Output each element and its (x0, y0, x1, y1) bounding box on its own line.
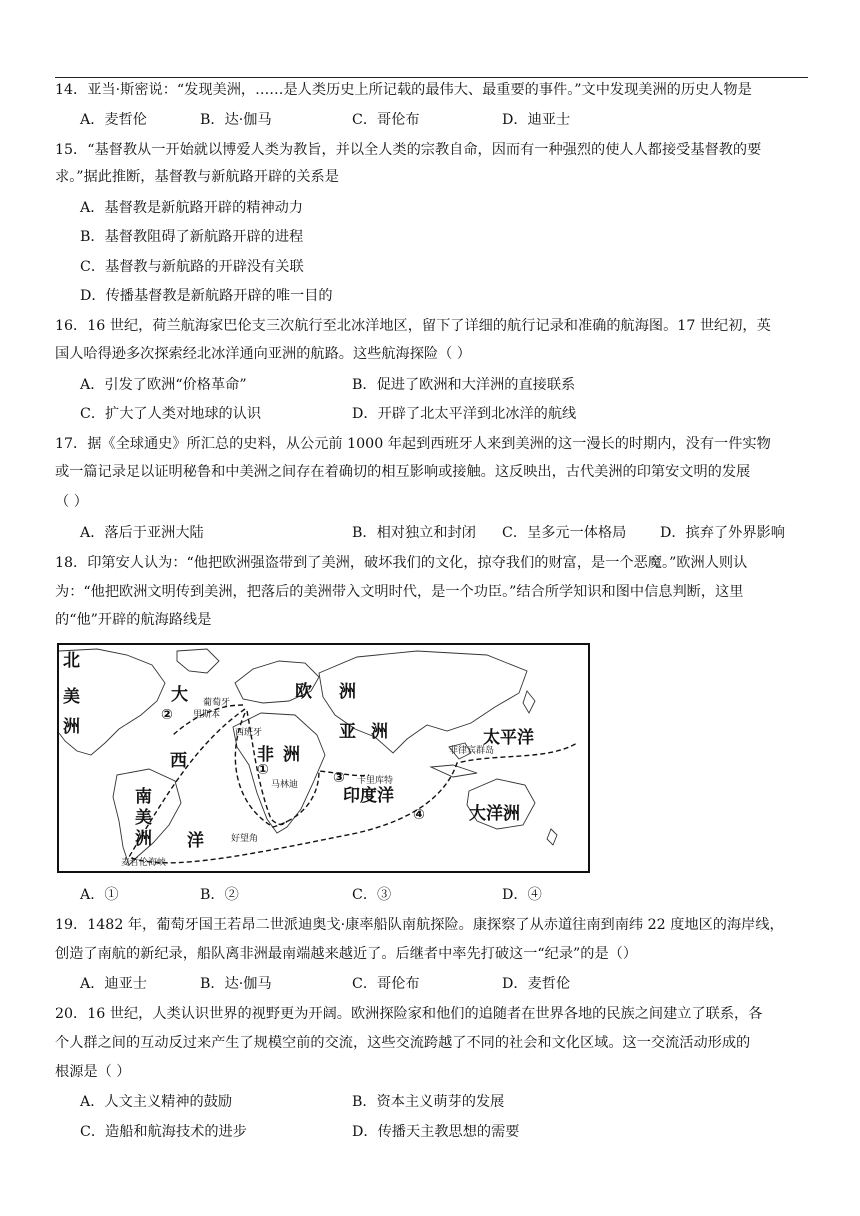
q18-stem-line2: 为：“他把欧洲文明传到美洲，把落后的美洲带入文明时代，是一个功臣。”结合所学知识和图中信息判断，这里 (55, 584, 744, 600)
label-xi: 西 (170, 751, 187, 771)
label-yang: 洋 (187, 831, 204, 851)
q15-option-d: D．传播基督教是新航路开辟的唯一目的 (80, 288, 333, 304)
q20-option-c: C．造船和航海技术的进步 (80, 1124, 247, 1140)
q17-stem-line3: （ ） (55, 494, 88, 510)
q20-option-d: D．传播天主教思想的需要 (352, 1124, 520, 1140)
label-putaoya: 葡萄牙 (203, 698, 231, 708)
q17-option-d: D．摈弃了外界影响 (660, 525, 785, 541)
q19-stem-line1: 19．1482 年，葡萄牙国王若昂二世派迪奥戈·康率船队南航探险。康探察了从赤道往南到南纬 22 度地区的海岸线， (55, 917, 784, 933)
q16-option-a: A．引发了欧洲“价格革命” (80, 377, 247, 393)
label-maizhelun: 麦哲伦海峡 (121, 858, 167, 868)
route-marker-2: ② (161, 707, 173, 723)
label-nan: 南 (135, 787, 152, 807)
label-xibanya: 西班牙 (235, 728, 263, 738)
q16-option-c: C．扩大了人类对地球的认识 (80, 406, 262, 422)
q15-option-a: A．基督教是新航路开辟的精神动力 (80, 200, 304, 216)
q18-option-b: B．② (200, 887, 239, 903)
label-mei: 美 (63, 687, 80, 707)
q17-option-c: C．呈多元一体格局 (502, 525, 627, 541)
label-da: 大 (171, 685, 188, 705)
q18-option-d: D．④ (502, 887, 542, 903)
q14-option-a: A．麦哲伦 (80, 112, 147, 128)
label-taipingyang: 太平洋 (483, 728, 534, 748)
q20-stem-line2: 个人群之间的互动反过来产生了规模空前的交流，这些交流跨越了不同的社会和文化区域。这一交流活动形成的 (55, 1035, 751, 1051)
q19-option-c: C．哥伦布 (352, 976, 420, 992)
q20-stem-line3: 根源是（ ） (55, 1064, 131, 1080)
q17-option-b: B．相对独立和封闭 (352, 525, 476, 541)
route-marker-3: ③ (333, 770, 345, 786)
q16-option-d: D．开辟了北太平洋到北冰洋的航线 (352, 406, 577, 422)
label-ya: 亚 (339, 722, 356, 742)
q15-stem-line2: 求。”据此推断，基督教与新航路开辟的关系是 (55, 169, 339, 185)
q16-stem-line1: 16．16 世纪，荷兰航海家巴伦支三次航行至北冰洋地区，留下了详细的航行记录和准确的航海图。17 世纪初，英 (55, 318, 771, 334)
q19-stem-line2: 创造了南航的新纪录，船队离非洲最南端越来越近了。后继者中率先打破这一“纪录”的是（） (55, 946, 638, 962)
q15-option-c: C．基督教与新航路的开辟没有关联 (80, 259, 304, 275)
q20-option-b: B．资本主义萌芽的发展 (352, 1094, 505, 1110)
q18-option-c: C．③ (352, 887, 392, 903)
label-zhou: 洲 (63, 717, 80, 737)
q17-option-a: A．落后于亚洲大陆 (80, 525, 204, 541)
top-rule (55, 77, 808, 78)
label-haowangjiao: 好望角 (231, 834, 259, 844)
label-nan-mei: 美 (135, 808, 152, 828)
q18-stem-line3: 的“他”开辟的航海路线是 (55, 612, 212, 628)
label-nan-zhou: 洲 (135, 829, 152, 849)
label-bei: 北 (63, 651, 80, 671)
q14-option-c: C．哥伦布 (352, 112, 420, 128)
label-malindi: 马林迪 (271, 780, 299, 790)
label-ou-zhou: 洲 (339, 682, 356, 702)
q15-stem-line1: 15．“基督教从一开始就以博爱人类为教旨，并以全人类的宗教自命，因而有一种强烈的使人人都接受基督教的要 (55, 142, 762, 158)
q16-option-b: B．促进了欧洲和大洋洲的直接联系 (352, 377, 576, 393)
label-ya-zhou: 洲 (371, 722, 388, 742)
q19-option-a: A．迪亚士 (80, 976, 147, 992)
q20-option-a: A．人文主义精神的鼓励 (80, 1094, 233, 1110)
q19-option-b: B．达·伽马 (200, 976, 272, 992)
label-dayangzhou: 大洋洲 (469, 804, 520, 824)
label-fei-zhou: 洲 (283, 745, 300, 765)
q17-stem-line2: 或一篇记录足以证明秘鲁和中美洲之间存在着确切的相互影响或接触。这反映出，古代美洲的印第安文明的发展 (55, 464, 751, 480)
q18-stem-line1: 18．印第安人认为：“他把欧洲强盗带到了美洲，破坏我们的文化，掠夺我们的财富，是一个恶魔。”欧洲人则认 (55, 555, 748, 571)
q19-option-d: D．麦哲伦 (502, 976, 571, 992)
label-kalikute: 卡里库特 (357, 776, 394, 786)
label-feilvbin: 菲律宾群岛 (449, 746, 495, 756)
q20-stem-line1: 20．16 世纪，人类认识世界的视野更为开阔。欧洲探险家和他们的追随者在世界各地的民族之间建立了联系，各 (55, 1006, 763, 1022)
label-yinduyang: 印度洋 (343, 786, 394, 806)
q18-option-a: A．① (80, 887, 119, 903)
q15-option-b: B．基督教阻碍了新航路开辟的进程 (80, 229, 304, 245)
q17-stem-line1: 17．据《全球通史》所汇总的史料，从公元前 1000 年起到西班牙人来到美洲的这一漫长的时期内，没有一件实物 (55, 436, 771, 452)
q14-option-b: B．达·伽马 (200, 112, 272, 128)
q16-stem-line2: 国人哈得逊多次探索经北冰洋通向亚洲的航路。这些航海探险（ ） (55, 346, 471, 362)
route-marker-1: ① (257, 762, 269, 778)
q14-stem: 14．亚当·斯密说：“发现美洲，……是人类历史上所记载的最伟大、最重要的事件。”文中发现美洲的历史人物是 (55, 82, 752, 98)
new-routes-map (57, 643, 590, 873)
label-lisiben: 里斯本 (193, 710, 221, 720)
q14-option-d: D．迪亚士 (502, 112, 571, 128)
label-fei: 非 (257, 745, 274, 765)
route-marker-4: ④ (413, 807, 425, 823)
label-ou: 欧 (295, 682, 312, 702)
